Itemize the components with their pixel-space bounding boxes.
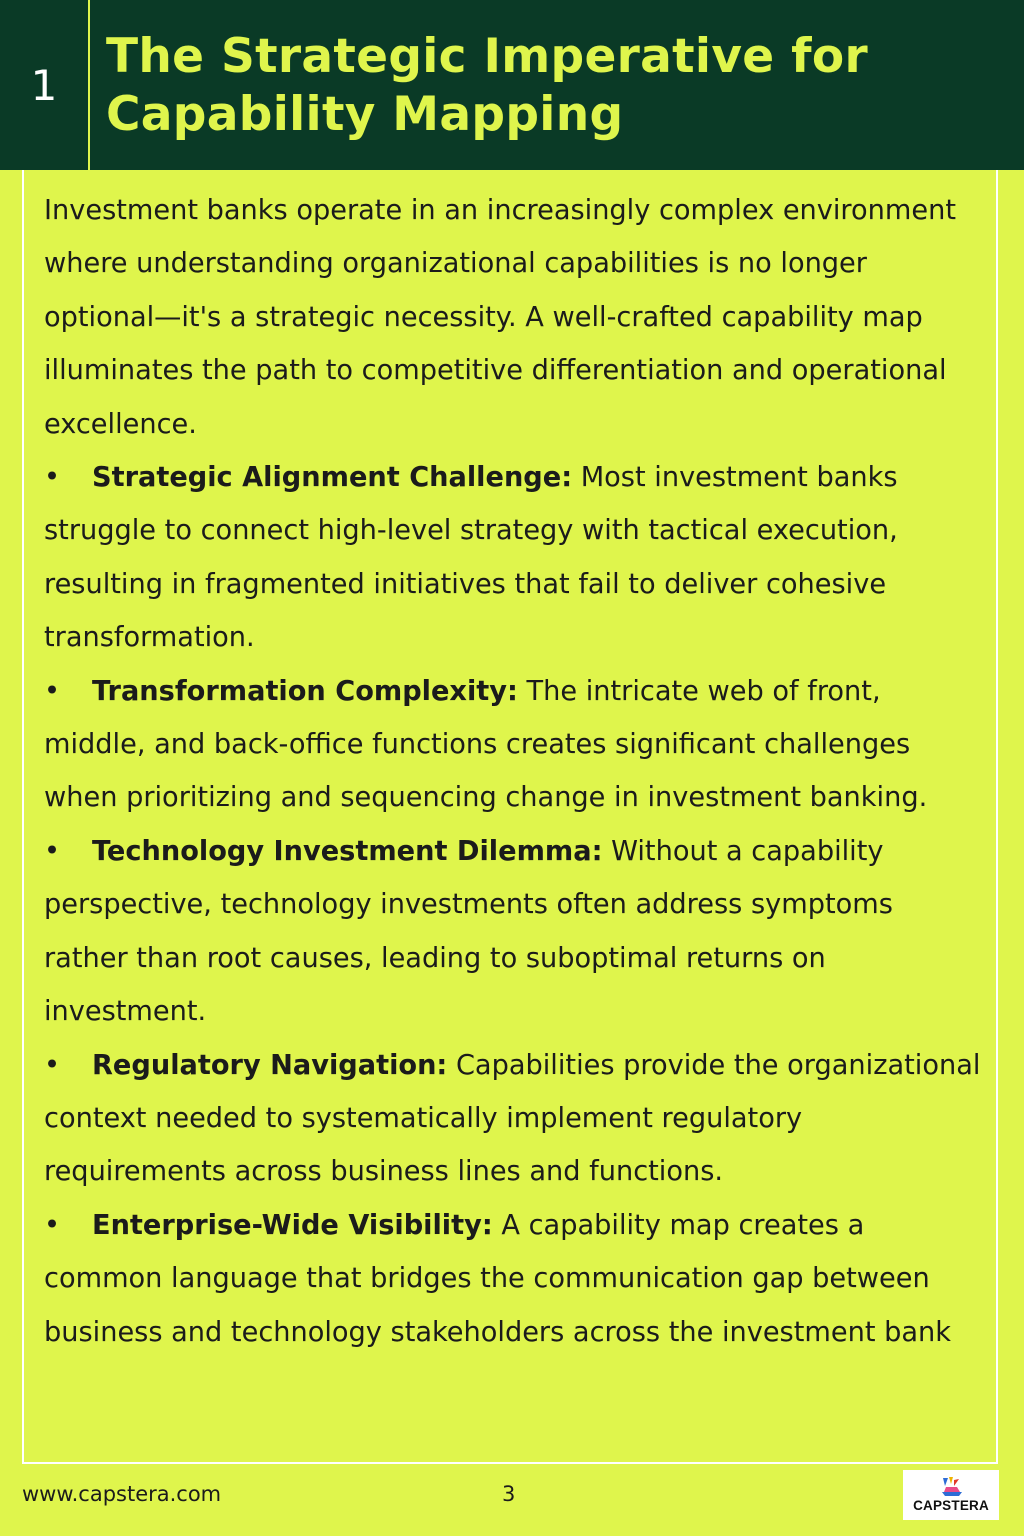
section-header: [0, 0, 1024, 170]
bullet-label: Transformation Complexity:: [92, 675, 518, 707]
bullet-label: Strategic Alignment Challenge:: [92, 462, 573, 494]
page-number: 3: [502, 1482, 516, 1506]
footer-website-url[interactable]: www.capstera.com: [22, 1482, 222, 1506]
section-title-line-2: Capability Mapping: [106, 87, 624, 142]
bullet-point: •: [44, 462, 61, 494]
bullet-text: A capability map creates a common language that bridges the communication gap between business and technology stakeholders across the investment bank: [44, 1209, 952, 1348]
bullet-text: Without a capability perspective, technology investments often address symptoms rather than root causes, leading to suboptimal returns on investment.: [44, 835, 893, 1028]
bullet-point: •: [44, 835, 61, 867]
section-number: 1: [30, 60, 58, 110]
bullet-transformation-complexity: [44, 665, 984, 825]
header-divider: [88, 0, 90, 170]
bullet-text: The intricate web of front, middle, and back-office functions creates significant challenges when prioritizing and sequencing change in investment banking.: [44, 675, 928, 814]
bullet-point: •: [44, 1049, 61, 1081]
bullet-technology-investment: [44, 825, 984, 1039]
bullet-regulatory-navigation: [44, 1039, 984, 1199]
capstera-logo-mark-icon: [936, 1474, 966, 1498]
content-body: [44, 184, 984, 1359]
bullet-label: Technology Investment Dilemma:: [92, 835, 603, 867]
bullet-point: •: [44, 675, 61, 707]
bullet-label: Regulatory Navigation:: [92, 1049, 448, 1081]
section-title-line-1: The Strategic Imperative for: [106, 29, 868, 84]
capstera-logo: [903, 1470, 999, 1520]
bullet-label: Enterprise-Wide Visibility:: [92, 1209, 493, 1241]
bullet-text: Capabilities provide the organizational context needed to systematically implement regulatory requirements across business lines and functions.: [44, 1049, 981, 1188]
section-title: [106, 28, 986, 144]
bullet-enterprise-visibility: [44, 1199, 984, 1359]
capstera-logo-text: CAPSTERA: [913, 1498, 989, 1513]
bullet-text: Most investment banks struggle to connect high-level strategy with tactical execution, resulting in fragmented initiatives that fail to deliver cohesive transformation.: [44, 462, 898, 654]
bullet-strategic-alignment: [44, 451, 984, 665]
bullet-point: •: [44, 1209, 61, 1241]
intro-paragraph: Investment banks operate in an increasingly complex environment where understanding organizational capabilities is no longer optional—it's a strategic necessity. A well-crafted capability map illuminates the path to competitive differentiation and operational excellence.: [44, 195, 956, 440]
